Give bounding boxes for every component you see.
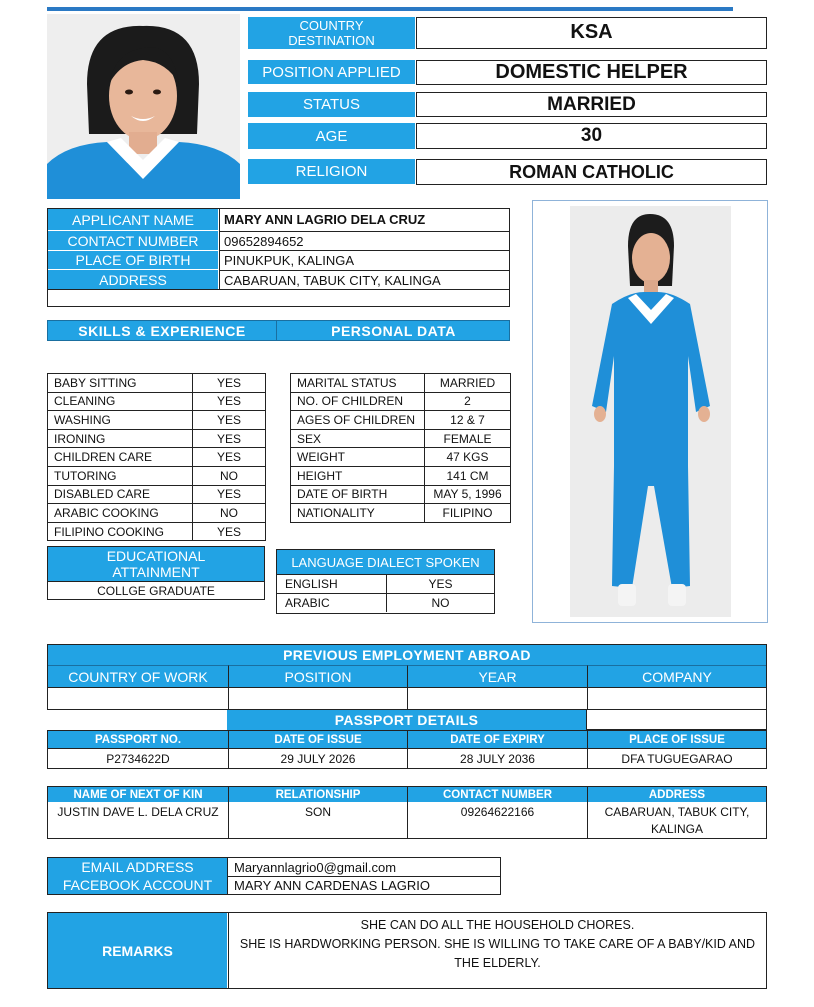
remarks-text	[228, 913, 766, 988]
applicant-info-table	[47, 208, 510, 307]
personal-row	[291, 485, 511, 504]
kin-value: SON	[228, 802, 407, 838]
language-name: ENGLISH	[277, 574, 387, 593]
employment-header: YEAR	[407, 665, 587, 687]
kin-value: CABARUAN, TABUK CITY, KALINGA	[587, 802, 766, 838]
language-box	[276, 549, 495, 614]
passport-header: DATE OF EXPIRY	[407, 731, 587, 748]
employment-header: COMPANY	[587, 665, 766, 687]
skill-name: TUTORING	[48, 466, 193, 485]
skill-name: FILIPINO COOKING	[48, 522, 193, 541]
personal-value: FILIPINO	[425, 504, 511, 523]
personal-row	[291, 466, 511, 485]
employment-blank-cell	[228, 687, 407, 709]
passport-value: 28 JULY 2036	[407, 748, 587, 768]
divider	[227, 858, 228, 894]
skill-name: WASHING	[48, 411, 193, 430]
passport-value: 29 JULY 2026	[228, 748, 407, 768]
personal-row	[291, 374, 511, 393]
personal-row	[291, 429, 511, 448]
kin-value: 09264622166	[407, 802, 587, 838]
full-body-photo	[570, 206, 731, 617]
skill-name: CHILDREN CARE	[48, 448, 193, 467]
personal-row	[291, 411, 511, 430]
remarks-label: REMARKS	[48, 913, 227, 988]
passport-value: DFA TUGUEGARAO	[587, 748, 766, 768]
skill-value: NO	[193, 504, 266, 523]
remarks-line-2: SHE IS HARDWORKING PERSON. SHE IS WILLING TO TAKE CARE OF A BABY/KID AND THE ELDERLY.	[239, 937, 756, 970]
contact-number-label: CONTACT NUMBER	[48, 231, 218, 250]
blank-row	[48, 289, 509, 306]
skill-name: BABY SITTING	[48, 374, 193, 393]
language-value: NO	[387, 593, 494, 612]
skill-value: YES	[193, 374, 266, 393]
skill-value: YES	[193, 522, 266, 541]
skill-value: YES	[193, 411, 266, 430]
skill-row	[48, 448, 266, 467]
skill-name: ARABIC COOKING	[48, 504, 193, 523]
country-destination-value: KSA	[416, 17, 767, 49]
education-value: COLLGE GRADUATE	[48, 581, 264, 599]
status-value: MARRIED	[416, 92, 767, 117]
remarks-line-1: SHE CAN DO ALL THE HOUSEHOLD CHORES.	[360, 918, 635, 932]
personal-data-heading: PERSONAL DATA	[331, 322, 456, 339]
personal-value: 2	[425, 392, 511, 411]
employment-blank-cell	[587, 687, 766, 709]
education-box	[47, 546, 265, 600]
applicant-name-value: MARY ANN LAGRIO DELA CRUZ	[224, 212, 426, 227]
personal-data-table	[290, 373, 511, 523]
kin-header: ADDRESS	[587, 787, 766, 802]
personal-value: FEMALE	[425, 429, 511, 448]
age-label: AGE	[248, 123, 415, 149]
religion-label: RELIGION	[248, 159, 415, 184]
passport-header: PLACE OF ISSUE	[587, 731, 766, 748]
position-applied-value: DOMESTIC HELPER	[416, 60, 767, 85]
kin-header: CONTACT NUMBER	[407, 787, 587, 802]
personal-label: SEX	[291, 429, 425, 448]
top-accent-bar	[47, 7, 733, 11]
section-header-bar	[47, 320, 510, 341]
passport-title: PASSPORT DETAILS	[227, 710, 586, 730]
skill-value: YES	[193, 392, 266, 411]
skill-value: YES	[193, 448, 266, 467]
personal-label: AGES OF CHILDREN	[291, 411, 425, 430]
skill-name: DISABLED CARE	[48, 485, 193, 504]
employment-table	[47, 644, 767, 710]
age-value: 30	[416, 123, 767, 149]
language-value: YES	[387, 574, 494, 593]
headshot-photo	[47, 14, 240, 199]
skill-row	[48, 466, 266, 485]
skill-row	[48, 429, 266, 448]
contact-number-value: 09652894652	[220, 231, 509, 250]
employment-header: POSITION	[228, 665, 407, 687]
personal-value: MAY 5, 1996	[425, 485, 511, 504]
passport-header: DATE OF ISSUE	[228, 731, 407, 748]
applicant-name-label: APPLICANT NAME	[48, 209, 218, 230]
personal-label: HEIGHT	[291, 466, 425, 485]
skill-row	[48, 504, 266, 523]
personal-label: NATIONALITY	[291, 504, 425, 523]
address-value: CABARUAN, TABUK CITY, KALINGA	[220, 270, 509, 289]
skill-row	[48, 392, 266, 411]
skill-name: IRONING	[48, 429, 193, 448]
personal-value: 141 CM	[425, 466, 511, 485]
kin-value: JUSTIN DAVE L. DELA CRUZ	[57, 805, 219, 819]
remarks-box	[47, 912, 767, 989]
personal-label: MARITAL STATUS	[291, 374, 425, 393]
personal-value: 47 KGS	[425, 448, 511, 467]
language-label: LANGUAGE DIALECT SPOKEN	[277, 550, 494, 574]
personal-row	[291, 392, 511, 411]
skill-row	[48, 522, 266, 541]
employment-blank-cell	[48, 687, 228, 709]
personal-label: NO. OF CHILDREN	[291, 392, 425, 411]
skill-value: NO	[193, 466, 266, 485]
personal-row	[291, 448, 511, 467]
place-of-birth-value: PINUKPUK, KALINGA	[220, 250, 509, 270]
education-label: EDUCATIONAL ATTAINMENT	[48, 547, 264, 581]
skill-row	[48, 374, 266, 393]
facebook-label: FACEBOOK ACCOUNT	[48, 876, 227, 894]
skills-table	[47, 373, 266, 541]
address-label: ADDRESS	[48, 270, 218, 289]
kin-header: RELATIONSHIP	[228, 787, 407, 802]
employment-header: COUNTRY OF WORK	[48, 665, 228, 687]
position-applied-label: POSITION APPLIED	[248, 60, 415, 84]
skill-value: YES	[193, 485, 266, 504]
kin-header: NAME OF NEXT OF KIN	[48, 787, 228, 802]
place-of-birth-label: PLACE OF BIRTH	[48, 251, 218, 269]
skill-name: CLEANING	[48, 392, 193, 411]
skills-experience-heading: SKILLS & EXPERIENCE	[48, 321, 277, 340]
employment-blank-cell	[407, 687, 587, 709]
facebook-value: MARY ANN CARDENAS LAGRIO	[228, 876, 500, 894]
religion-value: ROMAN CATHOLIC	[416, 159, 767, 185]
personal-value: MARRIED	[425, 374, 511, 393]
kin-table	[47, 786, 767, 839]
email-value: Maryannlagrio0@gmail.com	[234, 859, 397, 875]
employment-title: PREVIOUS EMPLOYMENT ABROAD	[48, 645, 766, 665]
passport-right-spacer	[586, 710, 767, 730]
skill-row	[48, 485, 266, 504]
personal-label: WEIGHT	[291, 448, 425, 467]
divider	[219, 209, 220, 289]
passport-value: P2734622D	[48, 748, 228, 768]
online-accounts-table	[47, 857, 501, 895]
personal-value: 12 & 7	[425, 411, 511, 430]
country-destination-label: COUNTRY DESTINATION	[248, 17, 415, 49]
passport-table	[47, 730, 767, 769]
language-name: ARABIC	[277, 593, 387, 612]
passport-header: PASSPORT NO.	[48, 731, 228, 748]
status-label: STATUS	[248, 92, 415, 117]
personal-row	[291, 504, 511, 523]
skill-row	[48, 411, 266, 430]
personal-label: DATE OF BIRTH	[291, 485, 425, 504]
skill-value: YES	[193, 429, 266, 448]
email-label: EMAIL ADDRESS	[48, 858, 227, 876]
full-body-photo-frame	[532, 200, 768, 623]
